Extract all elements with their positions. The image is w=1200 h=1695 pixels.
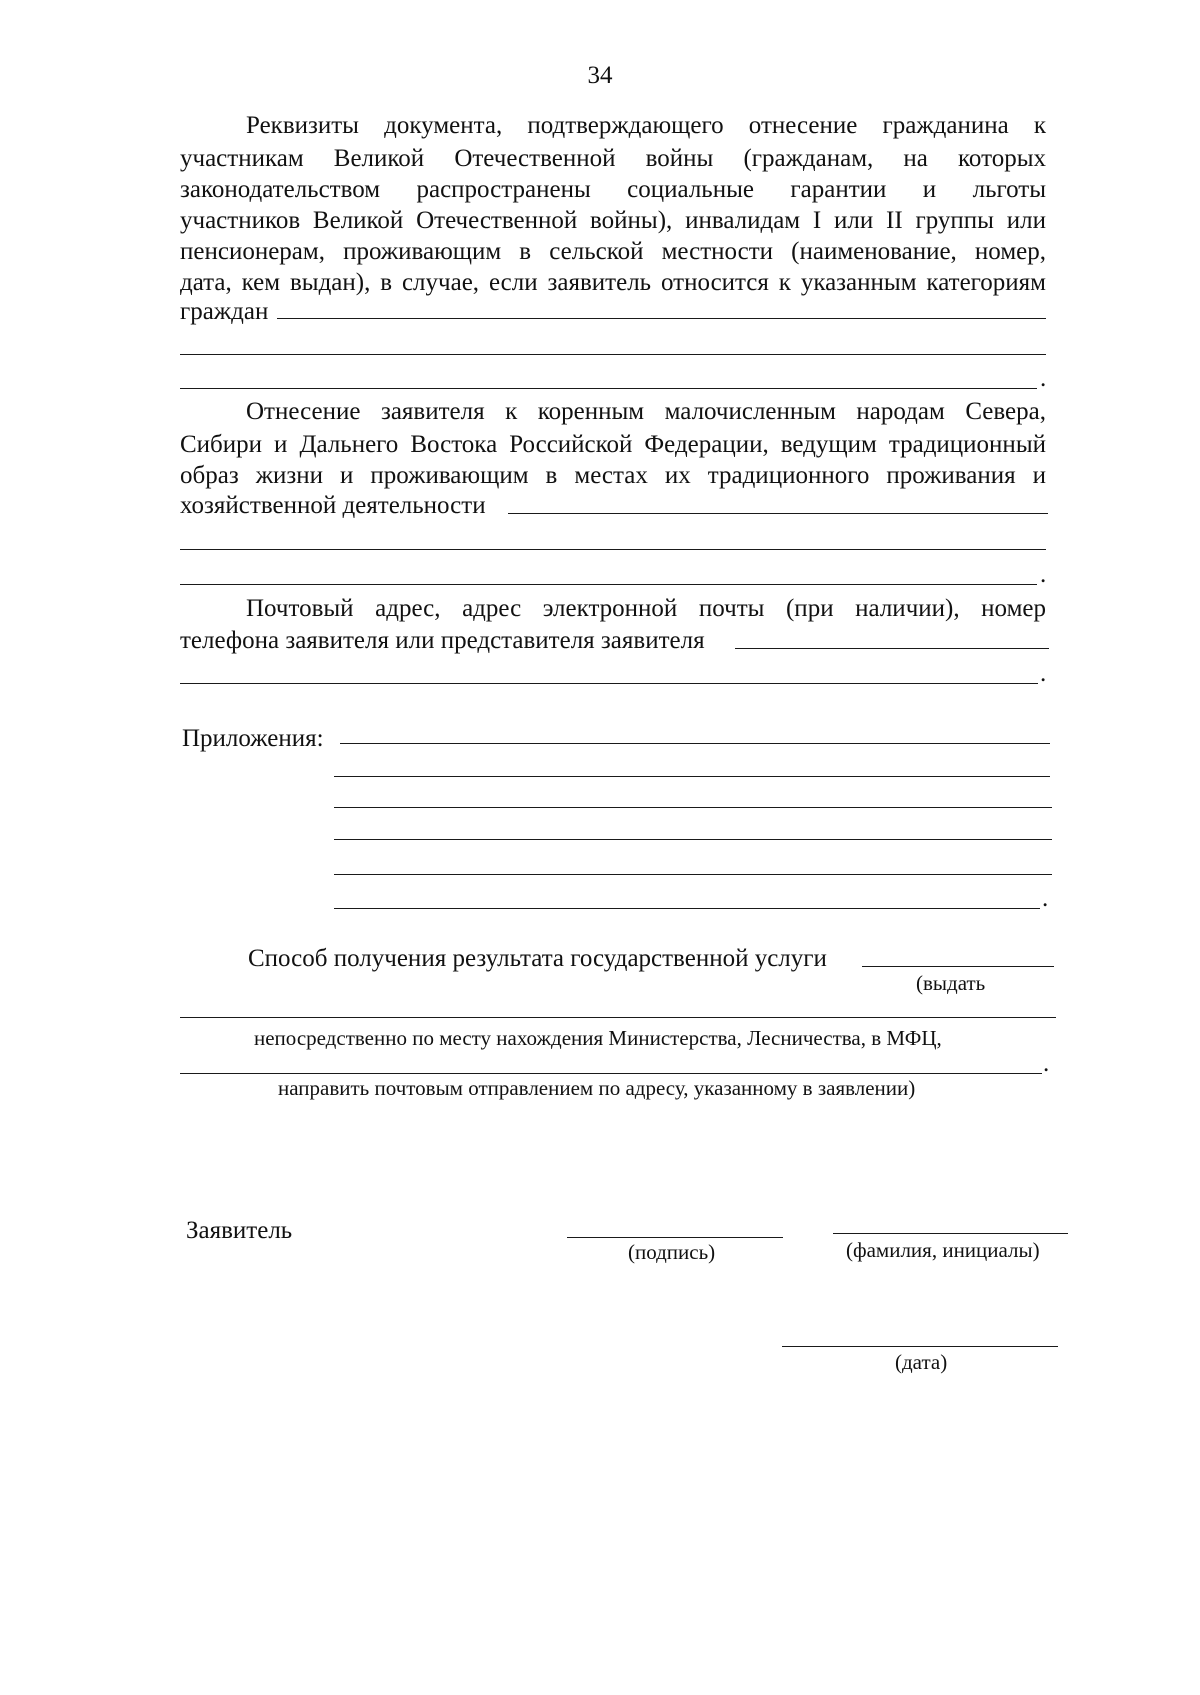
result-method-hint-1: (выдать xyxy=(916,971,986,995)
attachments-label: Приложения: xyxy=(182,725,324,752)
result-method-label: Способ получения результата государственной услуги xyxy=(248,945,827,972)
section2-first-line: Отнесение заявителя к коренным малочисленным народам Севера, xyxy=(246,398,1046,425)
section1-line-2: участникам Великой Отечественной войны (гражданам, на которых xyxy=(180,145,1046,172)
section1-fill-line-3[interactable] xyxy=(180,388,1037,389)
result-method-line-3[interactable] xyxy=(180,1073,1042,1074)
section3-first-line: Почтовый адрес, адрес электронной почты (при наличии), номер xyxy=(246,595,1046,622)
section2-line-2: Сибири и Дальнего Востока Российской Федерации, ведущим традиционный xyxy=(180,431,1046,458)
section2-end-mark: . xyxy=(1040,561,1047,588)
section1-fill-line-1[interactable] xyxy=(277,318,1046,319)
result-method-hint-3: направить почтовым отправлением по адресу, указанному в заявлении) xyxy=(278,1076,916,1100)
attachments-line-6[interactable] xyxy=(334,908,1040,909)
section2-fill-line-3[interactable] xyxy=(180,584,1037,585)
attachments-line-1[interactable] xyxy=(340,743,1050,744)
applicant-label: Заявитель xyxy=(186,1217,293,1244)
section2-last-line: хозяйственной деятельности xyxy=(180,492,486,519)
section1-line-6: дата, кем выдан), в случае, если заявитель относится к указанным категориям xyxy=(180,269,1046,296)
attachments-line-5[interactable] xyxy=(334,874,1052,875)
section2-fill-line-1[interactable] xyxy=(508,513,1048,514)
section3-last-line: телефона заявителя или представителя заявителя xyxy=(180,627,705,654)
attachments-end-mark: . xyxy=(1042,885,1049,912)
section1-line-4: участников Великой Отечественной войны), инвалидам I или II группы или xyxy=(180,207,1046,234)
result-method-hint-2: непосредственно по месту нахождения Министерства, Лесничества, в МФЦ, xyxy=(254,1026,942,1050)
result-method-end-mark: . xyxy=(1043,1050,1050,1077)
section2-fill-line-2[interactable] xyxy=(180,549,1046,550)
attachments-line-3[interactable] xyxy=(334,807,1052,808)
attachments-line-4[interactable] xyxy=(334,839,1052,840)
section3-fill-line-1[interactable] xyxy=(735,648,1049,649)
section3-end-mark: . xyxy=(1040,660,1047,687)
date-line[interactable] xyxy=(782,1346,1058,1347)
section1-last-line: граждан xyxy=(180,298,269,325)
result-method-line-1[interactable] xyxy=(862,966,1054,967)
name-line[interactable] xyxy=(833,1233,1068,1234)
signature-line[interactable] xyxy=(567,1237,783,1238)
section1-line-5: пенсионерам, проживающим в сельской местности (наименование, номер, xyxy=(180,238,1046,265)
date-caption: (дата) xyxy=(895,1350,948,1374)
name-caption: (фамилия, инициалы) xyxy=(846,1238,1040,1262)
section1-fill-line-2[interactable] xyxy=(180,354,1046,355)
section2-line-3: образ жизни и проживающим в местах их традиционного проживания и xyxy=(180,462,1046,489)
page-number: 34 xyxy=(587,62,613,89)
section1-first-line: Реквизиты документа, подтверждающего отнесение гражданина к xyxy=(246,112,1046,139)
signature-caption: (подпись) xyxy=(628,1240,716,1264)
attachments-line-2[interactable] xyxy=(334,776,1050,777)
section1-line-3: законодательством распространены социальные гарантии и льготы xyxy=(180,176,1046,203)
result-method-line-2[interactable] xyxy=(180,1017,1056,1018)
section3-fill-line-2[interactable] xyxy=(180,683,1038,684)
section1-end-mark: . xyxy=(1040,365,1047,392)
